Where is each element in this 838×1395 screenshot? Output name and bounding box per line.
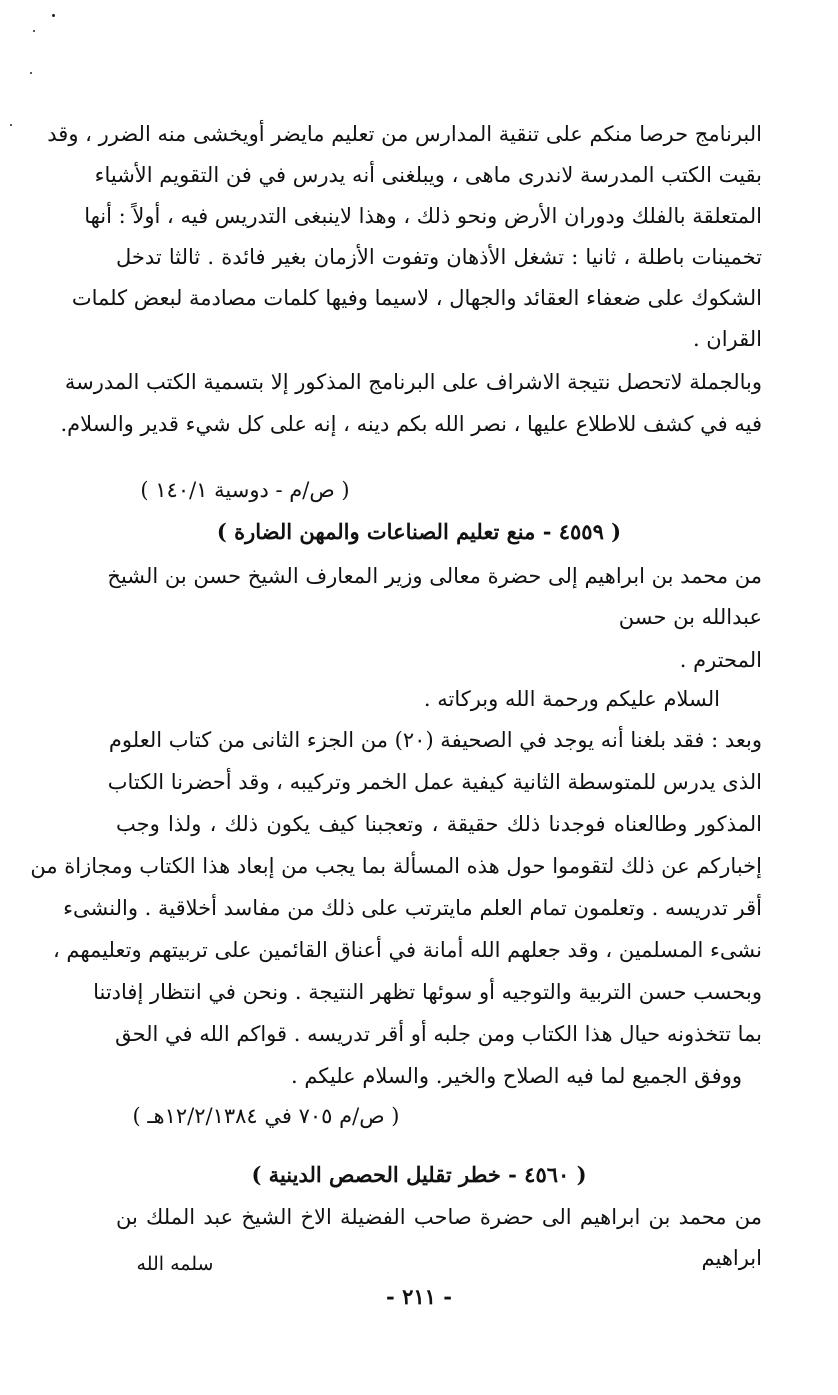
letter-sender-line: من محمد بن ابراهيم الى حضرة صاحب الفضيلة الاخ الشيخ عبد الملك بن xyxy=(116,1205,762,1229)
page-number: - ٢١١ - xyxy=(386,1284,452,1309)
paragraph-line: أقر تدريسه . وتعلمون تمام العلم مايترتب على ذلك من مفاسد أخلاقية . والنشىء xyxy=(63,896,762,920)
paragraph-line: الذى يدرس للمتوسطة الثانية كيفية عمل الخمر وتركيبه ، وقد أحضرنا الكتاب xyxy=(107,770,762,794)
salutation-greeting: السلام عليكم ورحمة الله وبركاته . xyxy=(423,687,720,711)
salutation-respected: المحترم . xyxy=(679,648,762,672)
paragraph-line: ووفق الجميع لما فيه الصلاح والخير. والسلام عليكم . xyxy=(290,1064,742,1088)
reference-note: ( ص/م ٧٠٥ في ١٢/٢/١٣٨٤هـ ) xyxy=(132,1104,400,1128)
scan-speck xyxy=(10,124,12,126)
paragraph-line: فيه في كشف للاطلاع عليها ، نصر الله بكم دينه ، إنه على كل شيء قدير والسلام. xyxy=(60,412,762,436)
scan-speck xyxy=(33,30,35,32)
letter-recipient-line: عبدالله بن حسن xyxy=(618,605,762,629)
paragraph-line: وبعد : فقد بلغنا أنه يوجد في الصحيفة (٢٠) من الجزء الثانى من كتاب العلوم xyxy=(108,728,762,752)
letter-sender-line: من محمد بن ابراهيم إلى حضرة معالى وزير المعارف الشيخ حسن بن الشيخ xyxy=(107,564,762,588)
scan-speck xyxy=(30,72,32,74)
letter-recipient-line: ابراهيم xyxy=(701,1246,762,1270)
paragraph-line: بقيت الكتب المدرسة لاندرى ماهى ، ويبلغنى أنه يدرس في فن التقويم الأشياء xyxy=(94,163,762,187)
paragraph-line: وبالجملة لاتحصل نتيجة الاشراف على البرنامج المذكور إلا بتسمية الكتب المدرسة xyxy=(64,370,762,394)
paragraph-line: المتعلقة بالفلك ودوران الأرض ونحو ذلك ، وهذا لاينبغى التدريس فيه ، أولاً : أنها xyxy=(84,204,762,228)
section-heading: ( ٤٥٥٩ - منع تعليم الصناعات والمهن الضارة ) xyxy=(216,519,622,544)
paragraph-line: إخباركم عن ذلك لتقوموا حول هذه المسألة بما يجب من إبعاد هذا الكتاب ومجازاة من xyxy=(30,854,762,878)
paragraph-line: نشىء المسلمين ، وقد جعلهم الله أمانة في أعناق القائمين على تربيتهم وتعليمهم ، xyxy=(52,938,762,962)
reference-note: ( ص/م - دوسية ١٤٠/١ ) xyxy=(140,478,350,502)
paragraph-line: تخمينات باطلة ، ثانيا : تشغل الأذهان وتفوت الأزمان بغير فائدة . ثالثا تدخل xyxy=(116,245,762,269)
closing-blessing: سلمه الله xyxy=(136,1253,214,1275)
section-heading: ( ٤٥٦٠ - خطر تقليل الحصص الدينية ) xyxy=(251,1162,587,1187)
paragraph-line: البرنامج حرصا منكم على تنقية المدارس من تعليم مايضر أويخشى منه الضرر ، وقد xyxy=(47,122,762,146)
paragraph-line: وبحسب حسن التربية والتوجيه أو سوئها تظهر النتيجة . ونحن في انتظار إفادتنا xyxy=(93,980,762,1004)
paragraph-line: القران . xyxy=(692,327,762,351)
paragraph-line: المذكور وطالعناه فوجدنا ذلك حقيقة ، وتعجبنا كيف يكون ذلك ، ولذا وجب xyxy=(116,812,762,836)
paragraph-line: بما تتخذونه حيال هذا الكتاب ومن جلبه أو أقر تدريسه . قواكم الله في الحق xyxy=(115,1022,762,1046)
scan-speck xyxy=(52,14,55,17)
paragraph-line: الشكوك على ضعفاء العقائد والجهال ، لاسيما وفيها كلمات مصادمة لبعض كلمات xyxy=(71,286,762,310)
